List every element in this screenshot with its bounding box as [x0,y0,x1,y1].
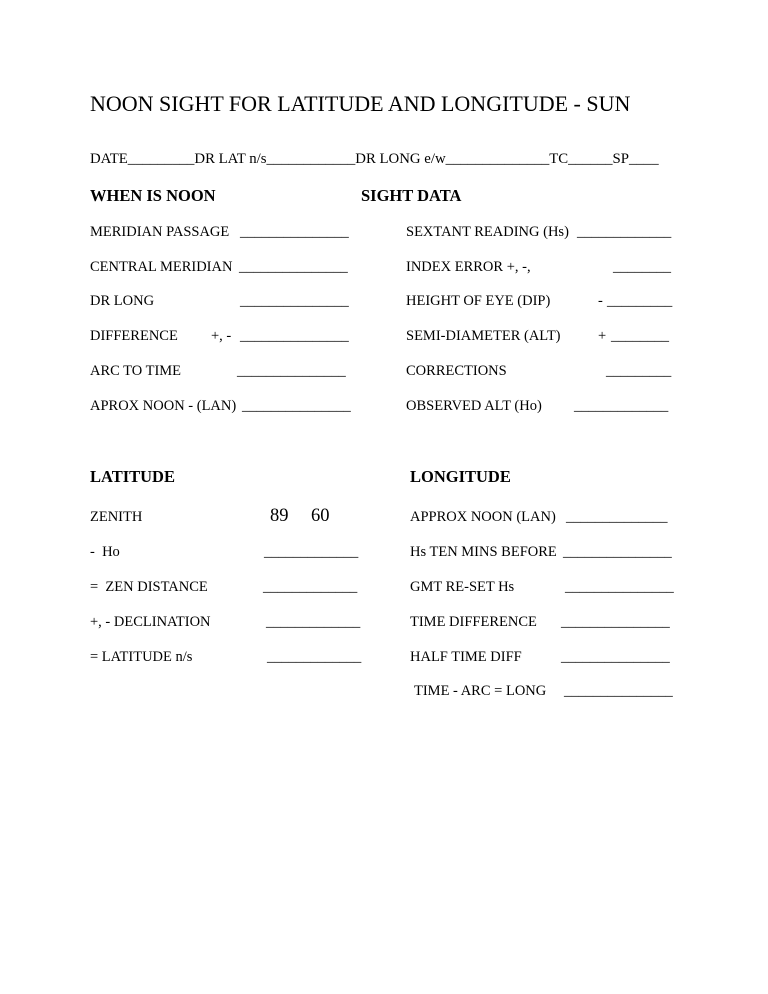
time-difference-label: TIME DIFFERENCE [410,614,537,630]
zenith-degrees: 89 [270,506,289,526]
observed-alt-blank: _____________ [574,398,669,414]
corrections-blank: _________ [606,363,672,379]
central-meridian-label: CENTRAL MERIDIAN [90,259,233,275]
latitude-result-label: = LATITUDE n/s [90,649,193,665]
declination-label: +, - DECLINATION [90,614,211,630]
dr-long-label: DR LONG [90,293,155,309]
hs-ten-mins-before-label: Hs TEN MINS BEFORE [410,544,557,560]
dr-long-blank: _______________ [240,293,349,309]
meridian-passage-blank: _______________ [240,224,349,240]
half-time-diff-blank: _______________ [561,649,670,665]
arc-to-time-label: ARC TO TIME [90,363,182,379]
header-fields-line: DATE_________DR LAT n/s____________DR LONG e/w______________TC______SP____ [90,151,659,167]
index-error-blank: ________ [613,259,671,275]
corrections-label: CORRECTIONS [406,363,507,379]
index-error-label: INDEX ERROR +, -, [406,259,531,275]
arc-to-time-blank: _______________ [237,363,346,379]
time-arc-long-label: TIME - ARC = LONG [414,683,547,699]
difference-sign: +, - [211,328,232,344]
difference-label: DIFFERENCE [90,328,178,344]
sight-data-heading: SIGHT DATA [361,186,462,205]
meridian-passage-label: MERIDIAN PASSAGE [90,224,230,240]
approx-noon-blank: _______________ [242,398,351,414]
half-time-diff-label: HALF TIME DIFF [410,649,522,665]
height-of-eye-sign: - [598,293,603,309]
observed-alt-label: OBSERVED ALT (Ho) [406,398,542,414]
longitude-heading: LONGITUDE [410,467,511,486]
minus-ho-blank: _____________ [264,544,359,560]
semi-diameter-label: SEMI-DIAMETER (ALT) [406,328,561,344]
gmt-reset-hs-blank: _______________ [565,579,674,595]
declination-blank: _____________ [266,614,361,630]
time-difference-blank: _______________ [561,614,670,630]
sextant-reading-label: SEXTANT READING (Hs) [406,224,569,240]
semi-diameter-blank: ________ [611,328,669,344]
zen-distance-blank: _____________ [263,579,358,595]
approx-noon-lan-label: APPROX NOON (LAN) [410,509,556,525]
approx-noon-label: APROX NOON - (LAN) [90,398,237,414]
approx-noon-lan-blank: ______________ [566,509,668,525]
height-of-eye-blank: _________ [607,293,673,309]
sextant-reading-blank: _____________ [577,224,672,240]
hs-ten-mins-before-blank: _______________ [563,544,672,560]
semi-diameter-sign: + [598,328,607,344]
gmt-reset-hs-label: GMT RE-SET Hs [410,579,515,595]
when-is-noon-heading: WHEN IS NOON [90,186,216,205]
difference-blank: _______________ [240,328,349,344]
latitude-heading: LATITUDE [90,467,175,486]
zenith-label: ZENITH [90,509,143,525]
height-of-eye-label: HEIGHT OF EYE (DIP) [406,293,551,309]
page-title: NOON SIGHT FOR LATITUDE AND LONGITUDE - SUN [90,91,631,116]
latitude-result-blank: _____________ [267,649,362,665]
central-meridian-blank: _______________ [239,259,348,275]
zenith-minutes: 60 [311,506,330,526]
minus-ho-label: - Ho [90,544,120,560]
zen-distance-label: = ZEN DISTANCE [90,579,208,595]
time-arc-long-blank: _______________ [564,683,673,699]
